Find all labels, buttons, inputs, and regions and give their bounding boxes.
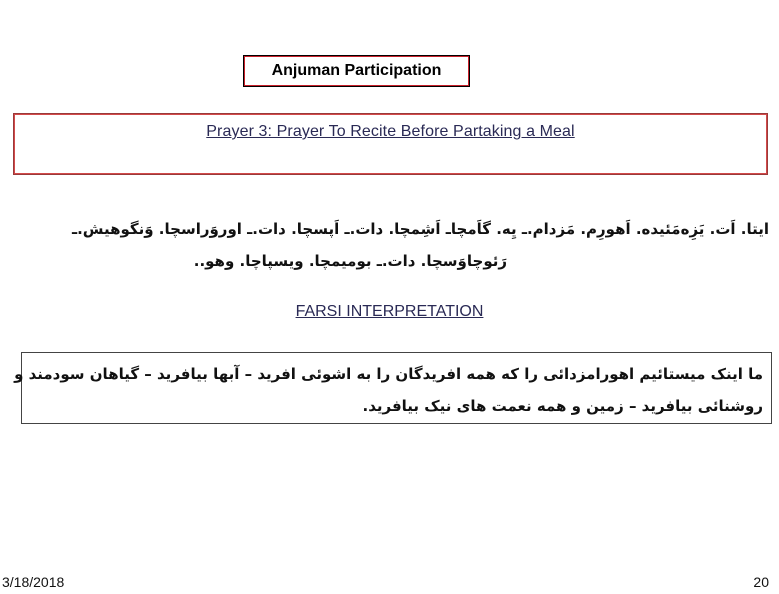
slide-title: Anjuman Participation [271, 62, 442, 79]
farsi-text-line-1: ما اینک میستائیم اهورامزدائی را که همه افریدگان را به اشوئی افرید – آبها بیافرید – گیاهان سودمند و [14, 365, 763, 383]
prayer-title-box [13, 113, 768, 175]
slide-title-box [243, 55, 470, 87]
prayer-title: Prayer 3: Prayer To Recite Before Partaking a Meal [206, 123, 575, 140]
footer-date: 3/18/2018 [2, 574, 65, 590]
page-number: 20 [753, 574, 769, 590]
avestan-text-line-2: رَئوچاوَسچا. دات.ـ بومیمچا. ویسپاچا. وهو.. [193, 252, 507, 270]
farsi-interpretation-heading: FARSI INTERPRETATION [295, 303, 484, 320]
farsi-interpretation-box [14, 352, 772, 424]
avestan-text-line-1: ایتا. اَت. یَزِه‌مَئیده. اَهورِم. مَزدام.ـ یِه. گاَمچاـ اَشِمچا. دات.ـ اَپسچا. دات.ـ اوروَراسچا. وَنگوهیش.ـ [71, 220, 769, 238]
farsi-text-line-2: روشنائی بیافرید – زمین و همه نعمت های نیک بیافرید. [362, 397, 763, 415]
